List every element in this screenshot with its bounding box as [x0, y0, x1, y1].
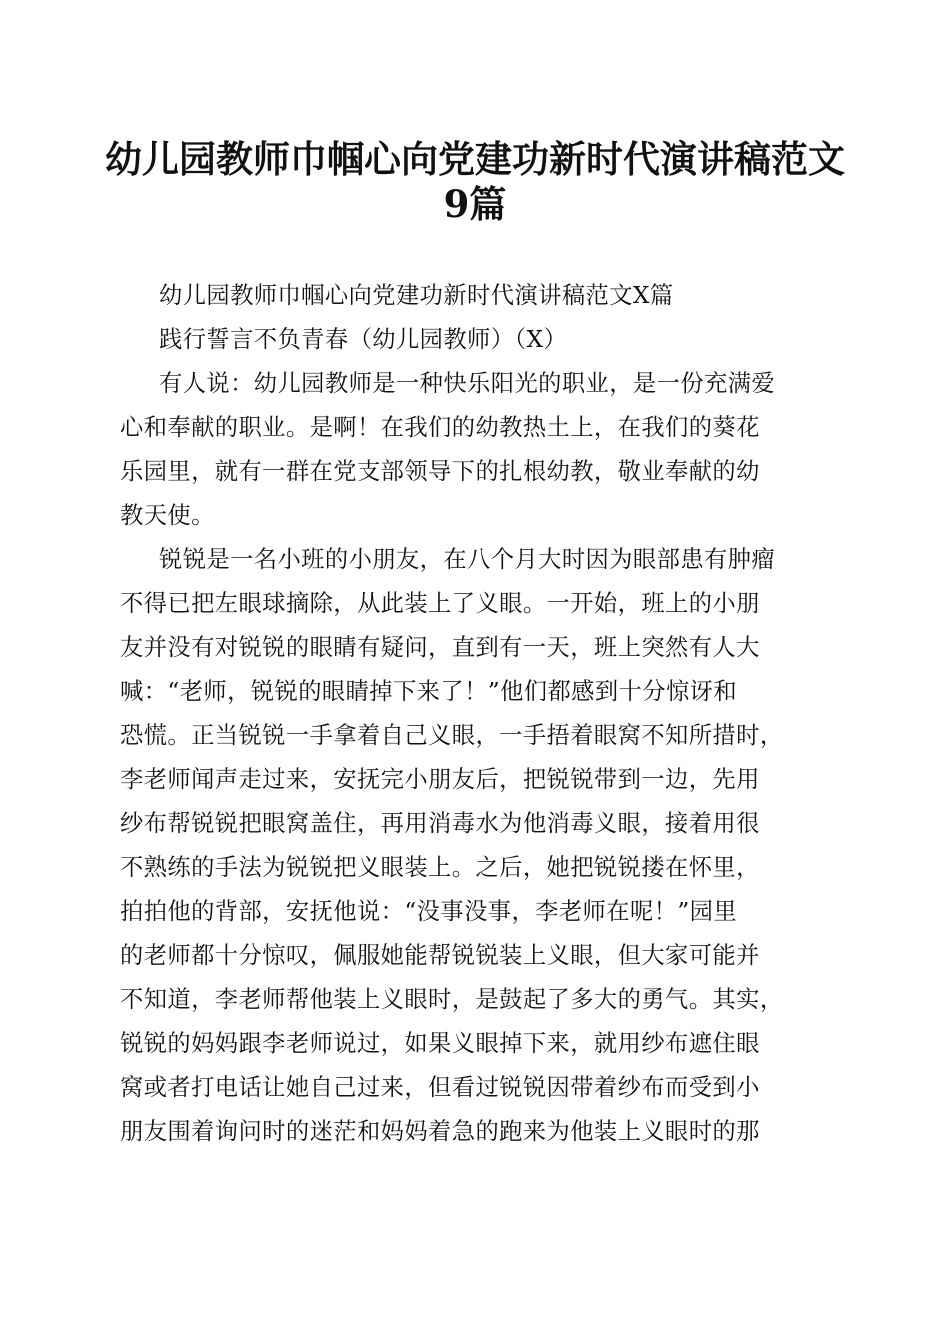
- paragraph-line: 不得已把左眼球摘除，从此装上了义眼。一开始，班上的小朋: [120, 590, 760, 617]
- paragraph-line: 窝或者打电话让她自己过来，但看过锐锐因带着纱布而受到小: [120, 1074, 760, 1101]
- subtitle-line: 幼儿园教师巾帼心向党建功新时代演讲稿范文X篇: [159, 282, 674, 309]
- paragraph-line: 恐慌。正当锐锐一手拿着自己义眼，一手捂着眼窝不知所措时，: [120, 722, 784, 749]
- paragraph-line: 喊：“老师，锐锐的眼睛掉下来了！”他们都感到十分惊讶和: [120, 678, 738, 705]
- paragraph-line: 不熟练的手法为锐锐把义眼装上。之后，她把锐锐搂在怀里，: [120, 854, 760, 881]
- paragraph-line: 李老师闻声走过来，安抚完小朋友后，把锐锐带到一边，先用: [120, 766, 760, 793]
- paragraph-line: 纱布帮锐锐把眼窝盖住，再用消毒水为他消毒义眼，接着用很: [120, 810, 760, 837]
- paragraph-line: 乐园里，就有一群在党支部领导下的扎根幼教，敬业奉献的幼: [120, 458, 760, 485]
- paragraph-line: 锐锐是一名小班的小朋友，在八个月大时因为眼部患有肿瘤: [159, 546, 776, 573]
- paragraph-line: 不知道，李老师帮他装上义眼时，是鼓起了多大的勇气。其实，: [120, 986, 784, 1013]
- section-heading: 践行誓言不负青春（幼儿园教师）（X）: [159, 326, 568, 353]
- paragraph-line: 有人说：幼儿园教师是一种快乐阳光的职业，是一份充满爱: [159, 370, 776, 397]
- paragraph-line: 朋友围着询问时的迷茫和妈妈着急的跑来为他装上义眼时的那: [120, 1118, 760, 1145]
- paragraph-line: 心和奉献的职业。是啊！在我们的幼教热土上，在我们的葵花: [120, 414, 760, 441]
- document-body: [120, 274, 832, 1154]
- paragraph-line: 锐锐的妈妈跟李老师说过，如果义眼掉下来，就用纱布遮住眼: [120, 1030, 760, 1057]
- paragraph-line: 拍拍他的背部，安抚他说：“没事没事，李老师在呢！”园里: [120, 898, 738, 925]
- paragraph-line: 友并没有对锐锐的眼睛有疑问，直到有一天，班上突然有人大: [120, 634, 760, 661]
- paragraph-line: 的老师都十分惊叹，佩服她能帮锐锐装上义眼，但大家可能并: [120, 942, 760, 969]
- document-title-line-1: 幼儿园教师巾帼心向党建功新时代演讲稿范文: [105, 137, 845, 181]
- paragraph-line: 教天使。: [120, 502, 215, 529]
- document-title-line-2: 9篇: [443, 182, 507, 226]
